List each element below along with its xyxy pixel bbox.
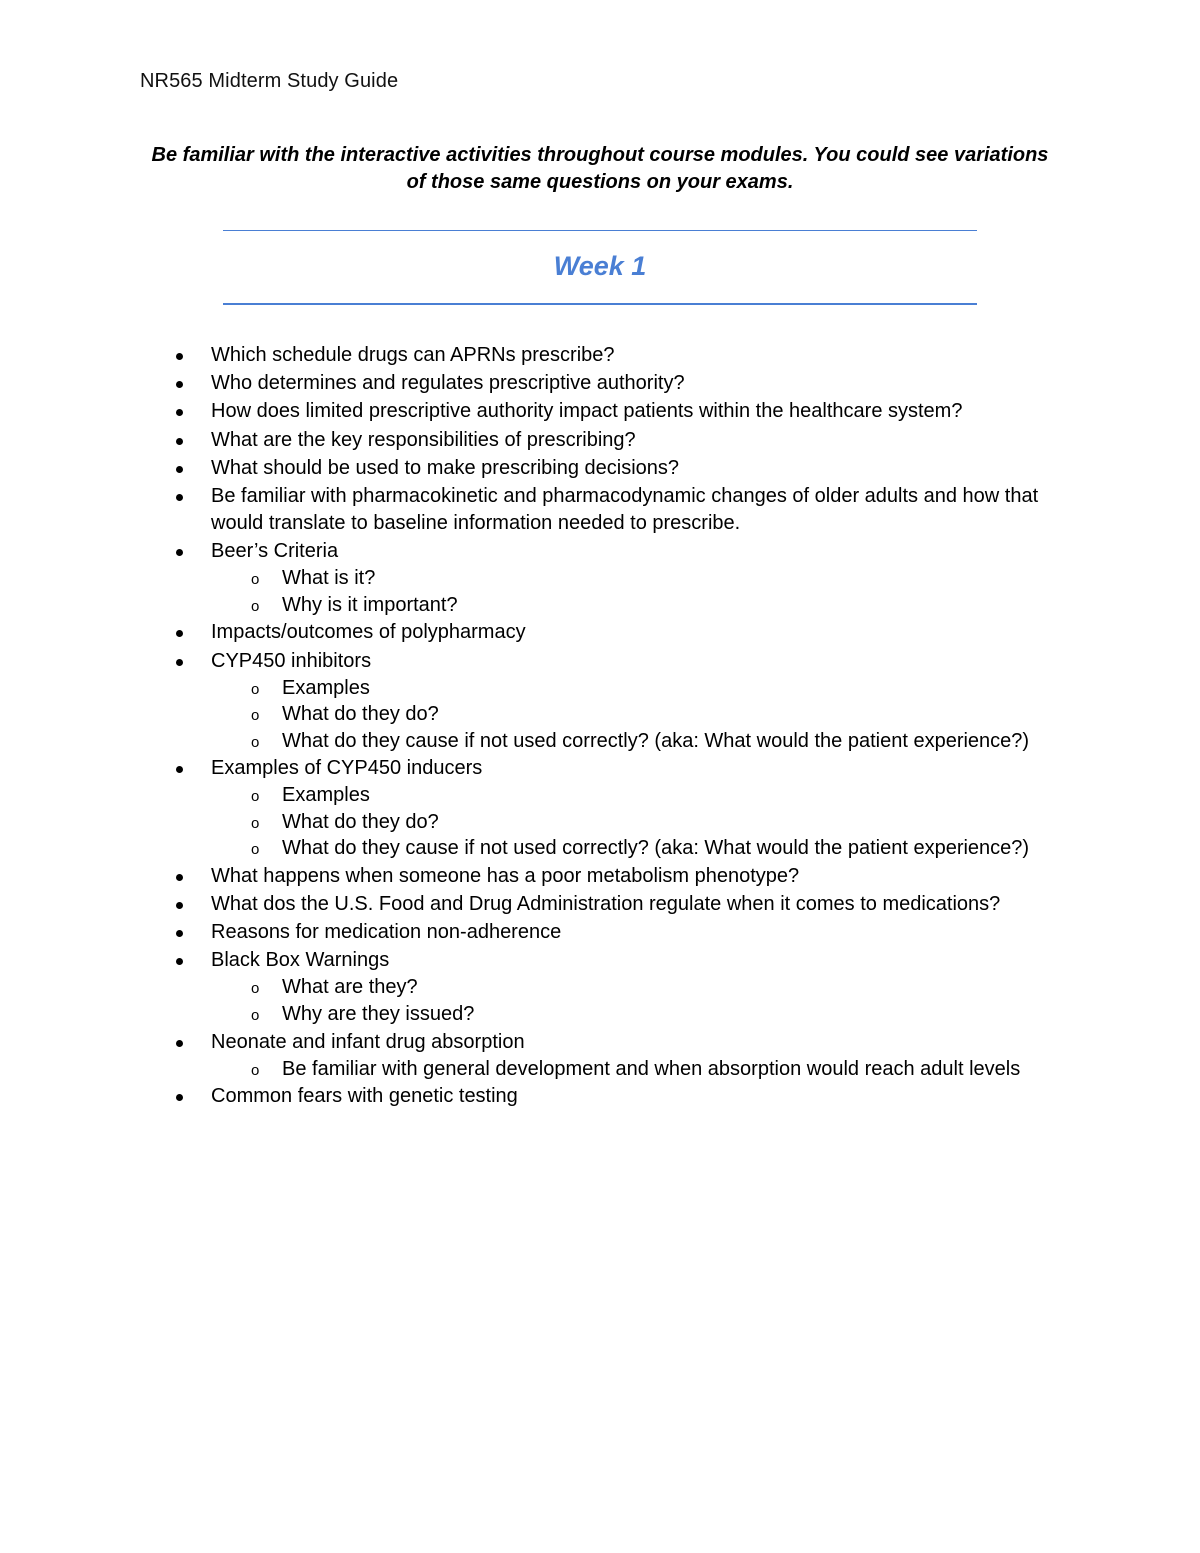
- sub-bullet-icon: o: [251, 597, 260, 615]
- list-item: [0, 538, 1200, 618]
- list-item: [0, 1029, 1200, 1083]
- list-item-text: What happens when someone has a poor metabolism phenotype?: [211, 864, 800, 887]
- bullet-icon: [176, 659, 183, 666]
- list-item: [0, 891, 1200, 918]
- document-header: NR565 Midterm Study Guide: [140, 70, 399, 92]
- sub-list-item: [211, 974, 1040, 1001]
- bullet-icon: [176, 902, 183, 909]
- sub-list-item-text: Why is it important?: [282, 593, 458, 616]
- list-item: [0, 398, 1200, 425]
- sub-list-item: [211, 835, 1040, 862]
- list-item-text: Reasons for medication non-adherence: [211, 921, 562, 944]
- sub-list-item: [211, 782, 1040, 809]
- list-item-text: How does limited prescriptive authority impact patients within the healthcare system?: [211, 400, 963, 423]
- sub-list: [211, 782, 1040, 862]
- list-item-text: What are the key responsibilities of prescribing?: [211, 428, 636, 451]
- sub-list-item-text: Be familiar with general development and when absorption would reach adult levels: [282, 1057, 1021, 1080]
- sub-list-item: [211, 809, 1040, 836]
- list-item-text: Beer’s Criteria: [211, 540, 339, 563]
- sub-bullet-icon: o: [251, 707, 260, 724]
- bullet-icon: [176, 1040, 183, 1047]
- sub-list-item-text: What do they do?: [282, 703, 439, 725]
- list-item-text: Black Box Warnings: [211, 949, 390, 972]
- list-item: [0, 1083, 1200, 1110]
- list-item: [0, 427, 1200, 454]
- list-item-text: Be familiar with pharmacokinetic and pharmacodynamic changes of older adults and how that would translate to baseline information needed to prescribe.: [211, 484, 1039, 534]
- sub-list-item-text: What is it?: [282, 567, 376, 590]
- sub-bullet-icon: o: [251, 788, 260, 806]
- list-item-text: Neonate and infant drug absorption: [211, 1030, 525, 1053]
- study-questions: [0, 342, 1200, 1112]
- sub-list-item: [211, 728, 1040, 755]
- sub-list-item: [211, 592, 1040, 619]
- list-item: [0, 863, 1200, 890]
- bullet-icon: [176, 630, 183, 637]
- sub-list-item: [211, 565, 1040, 592]
- sub-bullet-icon: o: [251, 841, 260, 859]
- sub-list-item-text: What do they cause if not used correctly? (aka: What would the patient experience?): [282, 729, 1030, 752]
- sub-bullet-icon: o: [251, 1006, 260, 1024]
- sub-list-item-text: Examples: [282, 784, 370, 807]
- list-item-text: CYP450 inhibitors: [211, 649, 372, 672]
- bullet-icon: [176, 494, 183, 501]
- sub-list-item-text: Why are they issued?: [282, 1002, 475, 1025]
- list-item-text: What should be used to make prescribing decisions?: [211, 456, 680, 479]
- sub-bullet-icon: o: [251, 571, 260, 589]
- bullet-icon: [176, 766, 183, 773]
- list-item: [0, 342, 1200, 369]
- list-item: [0, 455, 1200, 482]
- bullet-icon: [176, 1094, 183, 1101]
- list-item-text: Examples of CYP450 inducers: [211, 757, 483, 780]
- intro-instructions: Be familiar with the interactive activities throughout course modules. You could see variations of those same questions on your exams.: [151, 144, 1049, 193]
- sub-list: [211, 565, 1040, 618]
- sub-bullet-icon: o: [251, 980, 260, 998]
- list-item: [0, 370, 1200, 397]
- sub-list-item-text: What are they?: [282, 976, 418, 999]
- sub-bullet-icon: o: [251, 1061, 260, 1079]
- bullet-icon: [176, 930, 183, 937]
- sub-list: [211, 974, 1040, 1027]
- bullet-icon: [176, 549, 183, 556]
- sub-list-item-text: What do they do?: [282, 810, 439, 833]
- section-title: Week 1: [553, 251, 647, 281]
- list-item: [0, 947, 1200, 1027]
- list-item-text: Common fears with genetic testing: [211, 1085, 518, 1108]
- sub-list: [211, 675, 1040, 755]
- list-item: [0, 919, 1200, 946]
- list-item-text: Which schedule drugs can APRNs prescribe?: [211, 344, 615, 366]
- list-item-text: Who determines and regulates prescriptive authority?: [211, 372, 685, 395]
- bullet-icon: [176, 958, 183, 965]
- sub-list-item-text: Examples: [282, 676, 370, 699]
- question-list: [0, 342, 1200, 1110]
- list-item-text: Impacts/outcomes of polypharmacy: [211, 621, 526, 644]
- list-item: [0, 619, 1200, 646]
- sub-list-item: [211, 1001, 1040, 1028]
- bullet-icon: [176, 438, 183, 445]
- bullet-icon: [176, 466, 183, 473]
- list-item: [0, 648, 1200, 755]
- list-item: [0, 483, 1200, 537]
- list-item-text: What dos the U.S. Food and Drug Administration regulate when it comes to medications?: [211, 893, 1001, 916]
- sub-list-item: [211, 1056, 1040, 1083]
- section-divider-top: [223, 230, 977, 231]
- section-divider-bottom: [223, 303, 977, 305]
- sub-list-item-text: What do they cause if not used correctly? (aka: What would the patient experience?): [282, 837, 1030, 860]
- sub-list-item: [211, 701, 1040, 728]
- sub-list: [211, 1056, 1040, 1083]
- sub-bullet-icon: o: [251, 680, 260, 698]
- list-item: [0, 755, 1200, 862]
- bullet-icon: [176, 381, 183, 388]
- sub-bullet-icon: o: [251, 814, 260, 832]
- bullet-icon: [176, 874, 183, 881]
- bullet-icon: [176, 409, 183, 416]
- bullet-icon: [176, 353, 183, 360]
- sub-list-item: [211, 675, 1040, 702]
- sub-bullet-icon: o: [251, 733, 260, 751]
